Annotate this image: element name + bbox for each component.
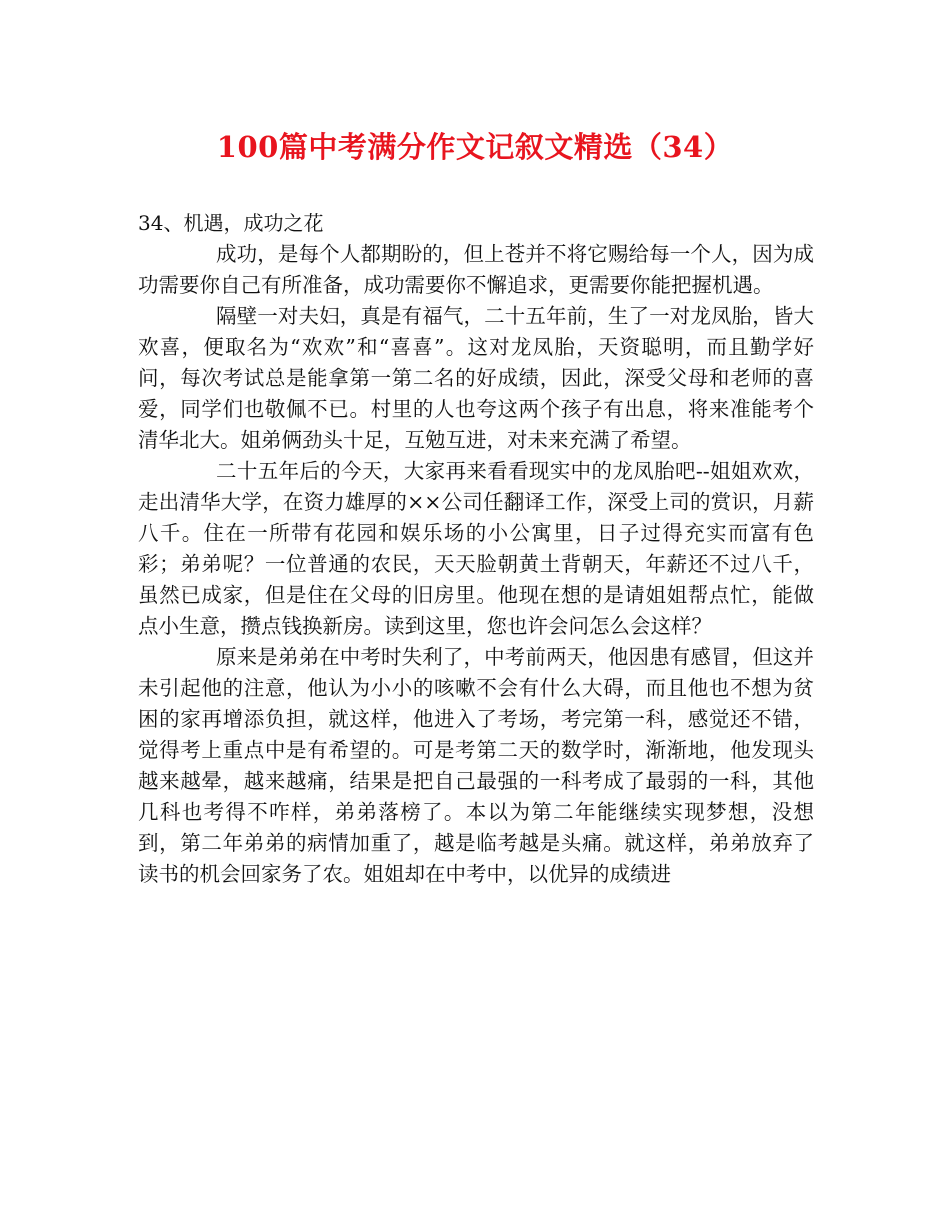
paragraph-4: 原来是弟弟在中考时失利了，中考前两天，他因患有感冒，但这并未引起他的注意，他认为小小的咳嗽不会有什么大碍，而且他也不想为贫困的家再增添负担，就这样，他进入了考场，考完第一科，感觉还不错，觉得考上重点中是有希望的。可是考第二天的数学时，渐渐地，他发现头越来越晕，越来越痛，结果是把自己最强的一科考成了最弱的一科，其他几科也考得不咋样，弟弟落榜了。本以为第二年能继续实现梦想，没想到，第二年弟弟的病情加重了，越是临考越是头痛。就这样，弟弟放弃了读书的机会回家务了农。姐姐却在中考中，以优异的成绩进 (138, 645, 814, 886)
document-title: 100篇中考满分作文记叙文精选（34） (216, 130, 734, 164)
article-body (138, 208, 814, 890)
paragraph-1: 成功，是每个人都期盼的，但上苍并不将它赐给每一个人，因为成功需要你自己有所准备，成功需要你不懈追求，更需要你能把握机遇。 (138, 242, 814, 297)
article-heading: 34、机遇，成功之花 (138, 211, 324, 235)
paragraph-2: 隔壁一对夫妇，真是有福气，二十五年前，生了一对龙凤胎，皆大欢喜，便取名为“欢欢”和“喜喜”。这对龙凤胎，天资聪明，而且勤学好问，每次考试总是能拿第一第二名的好成绩，因此，深受父母和老师的喜爱，同学们也敬佩不已。村里的人也夸这两个孩子有出息，将来准能考个清华北大。姐弟俩劲头十足，互勉互进，对未来充满了希望。 (138, 304, 814, 452)
paragraph-3: 二十五年后的今天，大家再来看看现实中的龙凤胎吧--姐姐欢欢，走出清华大学，在资力雄厚的××公司任翻译工作，深受上司的赏识，月薪八千。住在一所带有花园和娱乐场的小公寓里，日子过得充实而富有色彩；弟弟呢？一位普通的农民，天天脸朝黄土背朝天，年薪还不过八千，虽然已成家，但是住在父母的旧房里。他现在想的是请姐姐帮点忙，能做点小生意，攒点钱换新房。读到这里，您也许会问怎么会这样？ (138, 459, 814, 638)
